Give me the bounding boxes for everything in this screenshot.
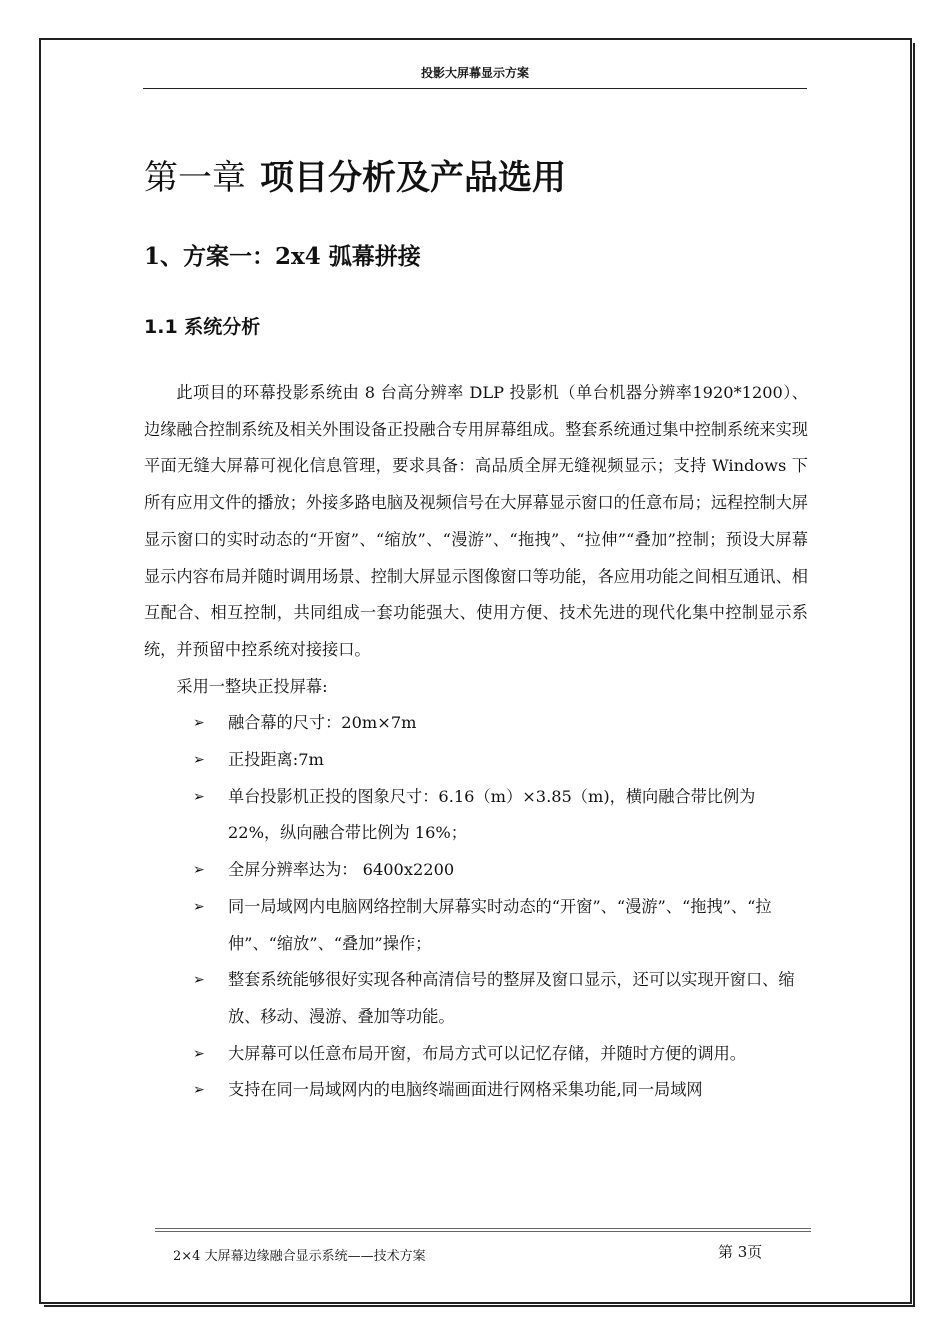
spec-list — [144, 705, 808, 1109]
section-heading: 1、方案一：2x4 弧幕拼接 — [144, 243, 421, 270]
arrow-bullet-icon: ➢ — [193, 1045, 205, 1062]
list-item — [144, 742, 808, 779]
page-number: 第 3页 — [718, 1243, 763, 1261]
subsection-heading: 1.1 系统分析 — [144, 316, 261, 338]
chapter-title: 项目分析及产品选用 — [260, 158, 566, 198]
arrow-bullet-icon: ➢ — [193, 788, 205, 805]
arrow-bullet-icon: ➢ — [193, 1082, 205, 1099]
system-analysis-paragraph: 此项目的环幕投影系统由 8 台高分辨率 DLP 投影机（单台机器分辨率1920*1200）、边缘融合控制系统及相关外围设备正投融合专用屏幕组成。整套系统通过集中控制系统来实现平面无缝大屏幕可视化信息管理，要求具备：高品质全屏无缝视频显示；支持 Windows 下所有应用文件的播放；外接多路电脑及视频信号在大屏幕显示窗口的任意布局；远程控制大屏显示窗口的实时动态的“开窗”、“缩放”、“漫游”、“拖拽”、“拉伸”“叠加”控制；预设大屏幕显示内容布局并随时调用场景、控制大屏显示图像窗口等功能，各应用功能之间相互通讯、相互配合、相互控制，共同组成一套功能强大、使用方便、技术先进的现代化集中控制显示系统，并预留中控系统对接接口。 — [144, 383, 808, 659]
footer-rule — [155, 1231, 811, 1232]
list-item-text: 正投距离:7m — [228, 750, 324, 770]
arrow-bullet-icon: ➢ — [193, 972, 205, 989]
body-text — [144, 375, 808, 1109]
arrow-bullet-icon: ➢ — [193, 752, 205, 769]
chapter-heading — [144, 150, 566, 199]
chapter-number: 第一章 — [144, 158, 246, 198]
running-header: 投影大屏幕显示方案 — [420, 66, 529, 80]
list-item-text: 大屏幕可以任意布局开窗，布局方式可以记忆存储，并随时方便的调用。 — [228, 1043, 746, 1063]
list-item — [144, 962, 808, 1035]
list-item — [144, 852, 808, 889]
list-item-text: 单台投影机正投的图象尺寸：6.16（m）×3.85（m)，横向融合带比例为 22%，纵向融合带比例为 16%； — [228, 786, 756, 843]
screen-intro: 采用一整块正投屏幕: — [176, 676, 328, 696]
header-rule — [143, 88, 807, 89]
arrow-bullet-icon: ➢ — [193, 715, 205, 732]
list-item-text: 支持在同一局域网内的电脑终端画面进行网格采集功能,同一局域网 — [228, 1080, 703, 1100]
list-item — [144, 1072, 808, 1109]
list-item-text: 整套系统能够很好实现各种高清信号的整屏及窗口显示，还可以实现开窗口、缩放、移动、漫游、叠加等功能。 — [228, 970, 795, 1026]
footer-document-title: 2×4 大屏幕边缘融合显示系统——技术方案 — [173, 1249, 426, 1264]
arrow-bullet-icon: ➢ — [193, 862, 205, 879]
list-item — [144, 1036, 808, 1073]
arrow-bullet-icon: ➢ — [193, 898, 205, 915]
list-item — [144, 779, 808, 852]
list-item — [144, 889, 808, 962]
list-item-text: 融合幕的尺寸：20m×7m — [228, 713, 417, 733]
footer-rule — [155, 1228, 811, 1229]
list-item — [144, 705, 808, 742]
list-item-text: 全屏分辨率达为： 6400x2200 — [228, 860, 455, 880]
list-item-text: 同一局域网内电脑网络控制大屏幕实时动态的“开窗”、“漫游”、“拖拽”、“拉伸”、“缩放”、“叠加”操作； — [228, 896, 772, 953]
